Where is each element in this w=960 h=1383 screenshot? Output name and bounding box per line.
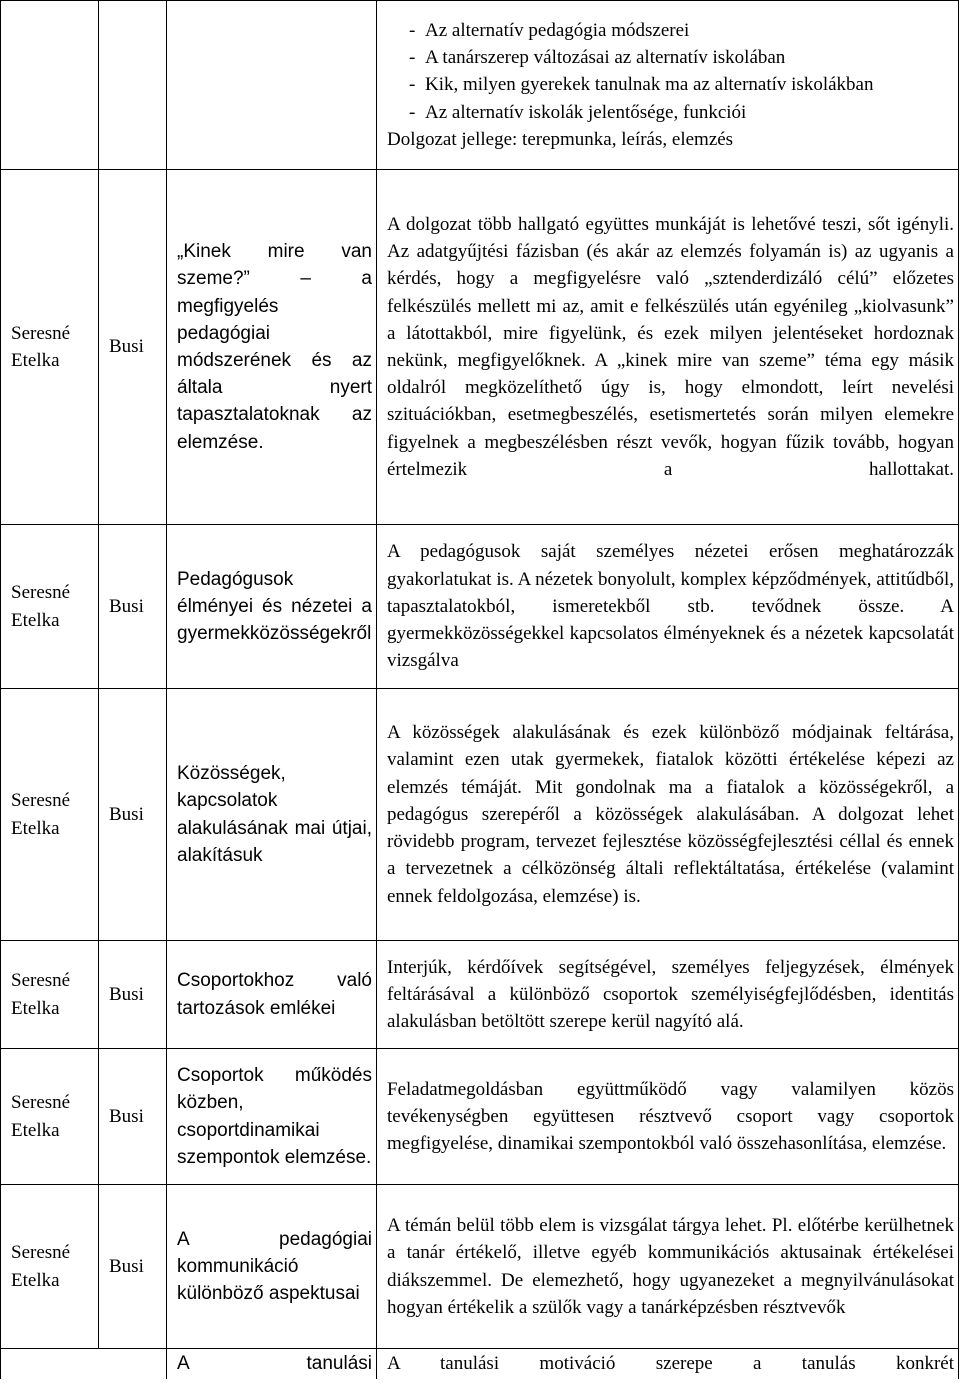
list-item: - Kik, milyen gyerekek tanulnak ma az alternatív iskolákban — [409, 74, 874, 96]
role-cell — [99, 1, 167, 170]
list-item: - Az alternatív pedagógia módszerei — [409, 19, 690, 41]
table-row — [1, 1349, 959, 1379]
description-cell: A tanulási motiváció szerepe a tanulás konkrét — [377, 1349, 959, 1379]
table-row — [1, 1049, 959, 1185]
table-row — [1, 170, 959, 525]
role-cell: Busi — [99, 689, 167, 941]
description-cell: A dolgozat több hallgató együttes munkáját is lehetővé teszi, sőt igényli. Az adatgyűjtési fázisban (és akár az elemzés folyamán is) az ugyanis a kérdés, hogy a megfigyelésre való „sztenderdizáló célú” előzetes felkészülés mellett mi az, amit e felkészülés után egyénileg „kiolvasunk” a látottakból, mire figyelünk, és ezek milyen jelentéseket hordoznak nekünk, megfigyelőknek. A „kinek mire van szeme” téma egy másik oldalról megközelíthető úgy is, hogy elmondott, leírt nevelési szituációkban, esetmegbeszélés, esetismertetés során milyen elemekre figyelnek a megbeszélésben részt vevők, hogyan fűzik tovább, hogyan értelmezik a hallottakat. — [377, 170, 959, 525]
description-cell: Interjúk, kérdőívek segítségével, személyes feljegyzések, élmények feltárásával a különböző csoportok személyiségfejlődésben, identitás alakulásban betöltött szerepe kerül nagyító alá. — [377, 941, 959, 1049]
table-row — [1, 1, 959, 170]
table-row — [1, 525, 959, 689]
topic-cell: „Kinek mire van szeme?” – a megfigyelés pedagógiai módszerének és az általa nyert tapasztalatoknak az elemzése. — [167, 170, 377, 525]
role-cell: Busi — [99, 1049, 167, 1185]
role-cell: Busi — [99, 525, 167, 689]
table-row — [1, 941, 959, 1049]
description-cell: A pedagógusok saját személyes nézetei erősen meghatározzák gyakorlatukat is. A nézetek bonyolult, komplex képződmények, attitűdből, tapasztalatokból, ismeretekből stb. tevődnek össze. A gyermekközösségekkel kapcsolatos élményeknek és a nézetek kapcsolatát vizsgálva — [377, 525, 959, 689]
list-item: - Az alternatív iskolák jelentősége, funkciói — [409, 101, 747, 123]
name-cell: Seresné Etelka — [1, 941, 99, 1049]
table-row — [1, 689, 959, 941]
list-item: - A tanárszerep változásai az alternatív iskolában — [409, 47, 786, 69]
topic-cell: Csoportok működés közben, csoportdinamikai szempontok elemzése. — [167, 1049, 377, 1185]
description-cell — [377, 1, 959, 170]
role-cell: Busi — [99, 941, 167, 1049]
name-cell: Seresné Etelka — [1, 1185, 99, 1349]
name-cell: Seresné Etelka — [1, 1049, 99, 1185]
name-cell — [1, 1, 99, 170]
name-cell: Seresné Etelka — [1, 525, 99, 689]
topic-cell: Csoportokhoz való tartozások emlékei — [167, 941, 377, 1049]
name-cell: Seresné Etelka — [1, 689, 99, 941]
description-cell: Feladatmegoldásban együttműködő vagy valamilyen közös tevékenységben együttesen résztvevő csoport vagy csoportok megfigyelése, dinamikai szempontokból való összehasonlítása, elemzése. — [377, 1049, 959, 1185]
topic-cell — [167, 1, 377, 170]
topic-cell: A tanulási — [167, 1349, 377, 1379]
description-cell: A témán belül több elem is vizsgálat tárgya lehet. Pl. előtérbe kerülhetnek a tanár értékelő, illetve egyéb kommunikációs aktusainak értékelései diákszemmel. De elemezhető, hogy ugyanezeket a megnyilvánulásokat hogyan értékelik a szülők vagy a tanárképzésben résztvevők — [377, 1185, 959, 1349]
topic-cell: A pedagógiai kommunikáció különböző aspektusai — [167, 1185, 377, 1349]
empty-cell — [1, 1349, 167, 1379]
description-cell: A közösségek alakulásának és ezek különböző módjainak feltárása, valamint ezen utak gyermekek, fiatalok közötti értékelése képezi az elemzés témáját. Mit gondolnak ma a fiatalok a közösségekről, a pedagógus szerepéről a közösségek alakulásában. A dolgozat lehet rövidebb program, tervezet fejlesztése közösségfejlesztési céllal és ennek a tervezetnek a célközönség általi reflektáltatása, értékelése (valamint ennek feldolgozása, elemzése) is. — [377, 689, 959, 941]
role-cell: Busi — [99, 1185, 167, 1349]
topic-cell: Közösségek, kapcsolatok alakulásának mai útjai, alakításuk — [167, 689, 377, 941]
topic-cell: Pedagógusok élményei és nézetei a gyermekközösségekről — [167, 525, 377, 689]
work-type-text: Dolgozat jellege: terepmunka, leírás, elemzés — [387, 128, 734, 150]
role-cell: Busi — [99, 170, 167, 525]
name-cell: Seresné Etelka — [1, 170, 99, 525]
table-row — [1, 1185, 959, 1349]
